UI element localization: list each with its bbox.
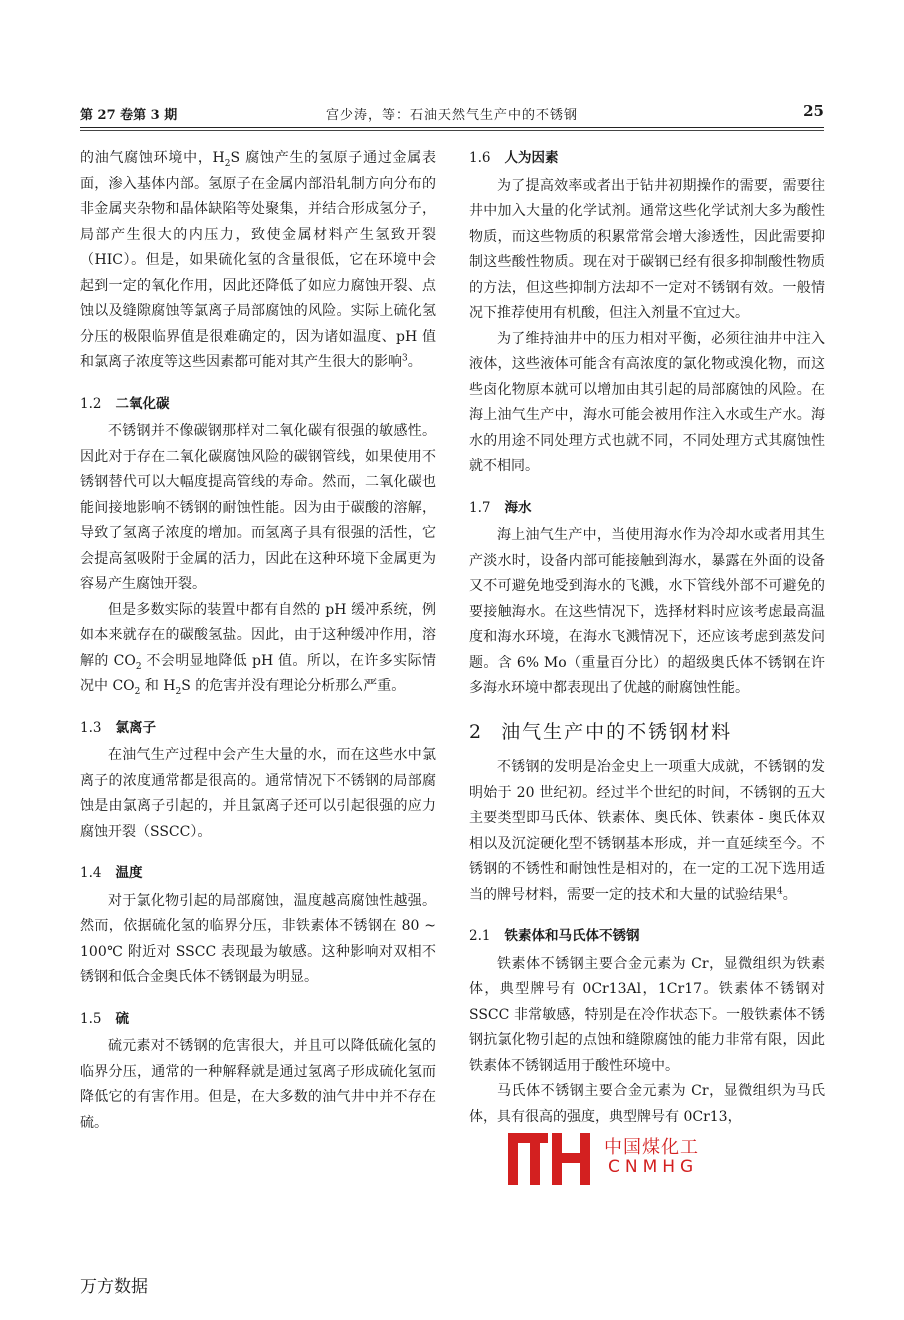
paragraph: 硫元素对不锈钢的危害很大，并且可以降低硫化氢的临界分压，通常的一种解释就是通过氢离子形成硫化氢而降低它的有害作用。但是，在大多数的油气井中并不存在硫。 [80, 1038, 436, 1131]
paragraph: 铁素体不锈钢主要合金元素为 Cr，显微组织为铁素体，典型牌号有 0Cr13Al，1Cr17。铁素体不锈钢对 SSCC 非常敏感，特别是在冷作状态下。一般铁素体不锈钢抗氯化物引起的点蚀和缝隙腐蚀的能力非常有限，因此铁素体不锈钢适用于酸性环境中。 [469, 955, 825, 1074]
paragraph: 为了提高效率或者出于钻井初期操作的需要，需要往井中加入大量的化学试剂。通常这些化学试剂大多为酸性物质，而这些物质的积累常常会增大渗透性，因此需要抑制这些酸性物质。现在对于碳钢已经有很多抑制酸性物质的方法，但这些抑制方法却不一定对不锈钢有效。一般情况下推荐使用有机酸，但注入剂量不宜过大。 [469, 177, 825, 321]
section-heading-1-4: 1.4 温度 [80, 865, 143, 881]
journal-volume-issue: 第 27 卷第 3 期 [80, 108, 178, 123]
running-header [80, 104, 824, 126]
section-heading-2-1: 2.1 铁素体和马氏体不锈钢 [469, 928, 640, 944]
watermark-name-en: CNMHG [608, 1157, 699, 1177]
paragraph: 海上油气生产中，当使用海水作为冷却水或者用其生产淡水时，设备内部可能接触到海水，暴露在外面的设备又不可避免地受到海水的飞溅，水下管线外部不可避免的要接触海水。在这些情况下，选择材料时应该考虑最高温度和海水环境，在海水飞溅情况下，还应该考虑到蒸发问题。含 6% Mo（重量百分比）的超级奥氏体不锈钢在许多海水环境中都表现出了优越的耐腐蚀性能。 [469, 527, 825, 696]
watermark-logo [500, 1127, 770, 1189]
citation-ref: 3 [402, 353, 408, 364]
paragraph-continued: 的油气腐蚀环境中，$H_2S$ 腐蚀产生的氢原子通过金属表面，渗入基体内部。氢原子在金属内部沿轧制方向分布的非金属夹杂物和晶体缺陷等处聚集，并结合形成氢分子，局部产生很大的内压力，致使金属材料产生氢致开裂（HIC）。但是，如果硫化氢的含量很低，它在环境中会起到一定的氧化作用，因此还降低了如应力腐蚀开裂、点蚀以及缝隙腐蚀等氯离子局部腐蚀的风险。实际上硫化氢分压的极限临界值是很难确定的，因为诸如温度、pH 值和氯离子浓度等这些因素都可能对其产生很大的影响$^3$。 [80, 150, 436, 370]
running-title: 宫少涛，等：石油天然气生产中的不锈钢 [325, 108, 578, 123]
section-heading-1-5: 1.5 硫 [80, 1010, 129, 1027]
paragraph: 马氏体不锈钢主要合金元素为 Cr，显微组织为马氏体，具有很高的强度，典型牌号有 0Cr13， [469, 1083, 825, 1125]
cnmhg-logo-icon [500, 1127, 596, 1189]
header-rule [80, 127, 824, 131]
section-heading-1-6: 1.6 人为因素 [469, 150, 559, 166]
right-column [469, 146, 825, 1130]
page-number: 25 [803, 102, 824, 120]
section-heading-1-3: 1.3 氯离子 [80, 719, 156, 736]
watermark-name-cn: 中国煤化工 [604, 1137, 699, 1158]
chapter-heading-2: 2 油气生产中的不锈钢材料 [469, 720, 733, 743]
left-column [80, 146, 436, 1136]
citation-ref: 4 [777, 885, 783, 896]
paragraph: 在油气生产过程中会产生大量的水，而在这些水中氯离子的浓度通常都是很高的。通常情况下不锈钢的局部腐蚀是由氯离子引起的，并且氯离子还可以引起很强的应力腐蚀开裂（SSCC）。 [80, 747, 436, 840]
paragraph: 不锈钢的发明是冶金史上一项重大成就，不锈钢的发明始于 20 世纪初。经过半个世纪的时间，不锈钢的五大主要类型即马氏体、铁素体、奥氏体、铁素体 - 奥氏体双相以及沉淀硬化型不锈钢基本形成，并一直延续至今。不锈钢的不锈性和耐蚀性是相对的，在一定的工况下选用适当的牌号材料，需要一定的技术和大量的试验结果$^4$。 [469, 759, 825, 903]
footer-source: 万方数据 [80, 1277, 148, 1297]
section-heading-1-7: 1.7 海水 [469, 499, 532, 516]
paragraph: 对于氯化物引起的局部腐蚀，温度越高腐蚀性越强。然而，依据硫化氢的临界分压，非铁素体不锈钢在 80 ~ 100℃ 附近对 SSCC 表现最为敏感。这种影响对双相不锈钢和低合金奥氏体不锈钢最为明显。 [80, 892, 436, 985]
paragraph: 不锈钢并不像碳钢那样对二氧化碳有很强的敏感性。因此对于存在二氧化碳腐蚀风险的碳钢管线，如果使用不锈钢替代可以大幅度提高管线的寿命。然而，二氧化碳也能间接地影响不锈钢的耐蚀性能。因为由于碳酸的溶解，导致了氢离子浓度的增加。而氢离子具有很强的活性，它会提高氢吸附于金属的活力，因此在这种环境下金属更为容易产生腐蚀开裂。 [80, 423, 436, 592]
section-heading-1-2: 1.2 二氧化碳 [80, 395, 170, 412]
paragraph: 为了维持油井中的压力相对平衡，必须往油井中注入液体，这些液体可能含有高浓度的氯化物或溴化物，而这些卤化物原本就可以增加由其引起的局部腐蚀的风险。在海上油气生产中，海水可能会被用作注入水或生产水。海水的用途不同处理方式也就不同，不同处理方式其腐蚀性就不相同。 [469, 330, 825, 474]
paragraph: 但是多数实际的装置中都有自然的 pH 缓冲系统，例如本来就存在的碳酸氢盐。因此，由于这种缓冲作用，溶解的 $CO_2$ 不会明显地降低 pH 值。所以，在许多实际情况中 $CO_2$ 和 $H_2S$ 的危害并没有理论分析那么严重。 [80, 601, 436, 697]
